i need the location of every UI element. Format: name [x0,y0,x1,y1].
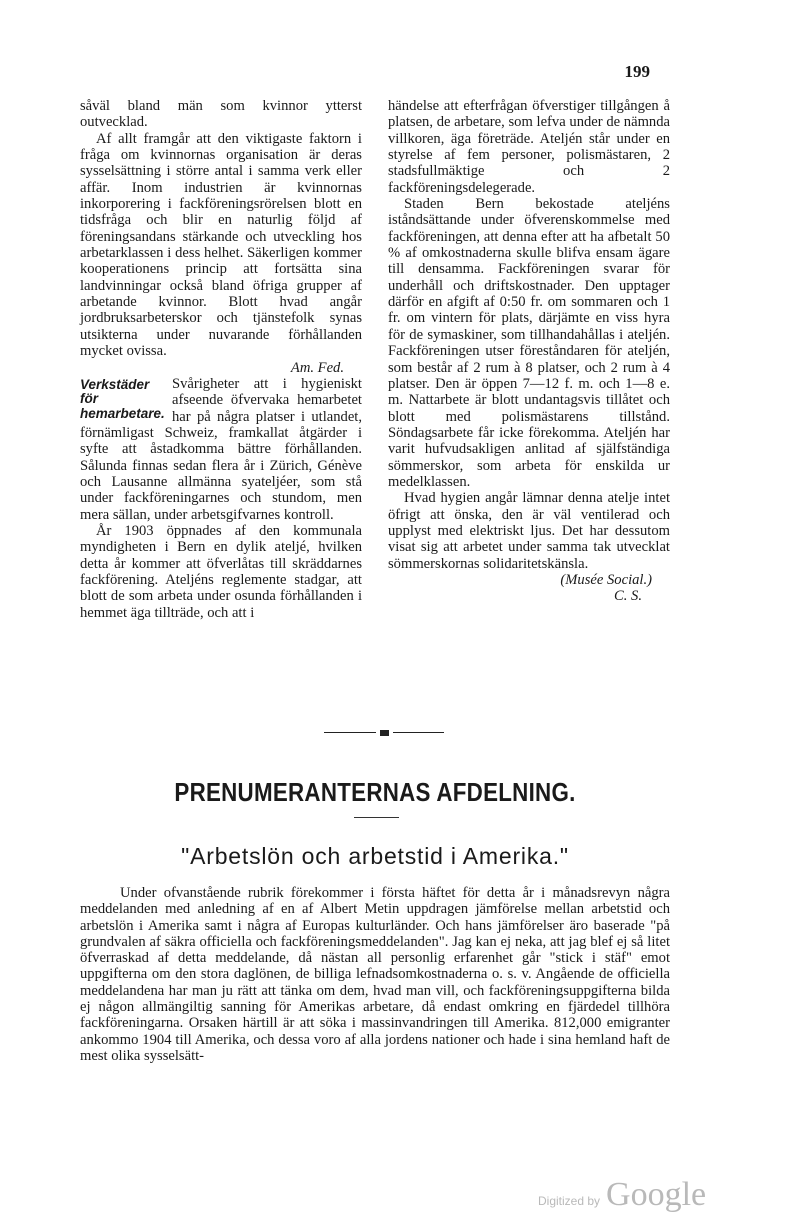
right-paragraph-2: Staden Bern bekostade ateljéns iståndsättande under öfverenskommelse med fackföreningen, att denna efter att ha afbetalt 50 % af omkostnaderna skulle blifva ensam ägare till densamma. Fackföreningen svarar för underhåll och driftskostnader. Den upptager därför en afgift af 0:50 fr. om sommaren och 1 fr. om vintern för plats, därjämte en viss hyra för de symaskiner, som tillhandahållas i ateljén. Fackföreningen utser föreståndaren för ateljén, som består af 2 rum à 8 platser, och 2 rum à 4 platser. Den är öppen 7—12 f. m. och 1—8 e. m. Nattarbete är blott undantagsvis tillåtet och blott med polismästarens tillstånd. Söndagsarbete får icke förekomma. Ateljén har varit hufvudsakligen anlitad af själfständiga sömmerskor, som arbeta för enskilda ur medelklassen. [388,196,670,490]
left-paragraph-2: Af allt framgår att den viktigaste faktorn i fråga om kvinnornas organisation är deras sysselsättning i större antal i samma verk eller affär. Inom industrien är kvinnornas inkorporering i fackföreningsrörelsen blott en tidsfråga och blir en naturlig följd af föreningsandans stärkande och utveckling hos arbetarklassen i dess helhet. Säkerligen kommer kooperationens princip att fortsätta sina landvinningar också bland öfriga grupper af arbetande kvinnor. Blott hvad angår jordbruksarbeterskor och tjänstefolk synas utsikterna under nuvarande förhållanden mycket ovissa. [80,130,362,360]
signature: C. S. [614,588,642,605]
page-number: 199 [624,62,650,81]
right-column [388,98,670,605]
left-paragraph-3: Svårigheter att i hygieniskt afseende öfvervaka hemarbetet har på några platser i utlandet, förnämligast Schweiz, framkallat åtgärder i syfte att åstadkomma bättre förhållanden. Sålunda finnas sedan flera år i Zürich, Génève och Lausanne allmänna syateljéer, som stå under fackföreningarnes och stundom, men mera sällan, under arbetsgifvarnes kontroll. [80,375,362,523]
source-am-fed: Am. Fed. [290,359,344,376]
google-logo: Google [606,1176,707,1213]
right-paragraph-3: Hvad hygien angår lämnar denna atelje intet öfrigt att önska, den är väl ventilerad och upplyst med elektriskt ljus. Det har dessutom visat sig att arbetet under samma tak utvecklat sömmerskornas solidaritetskänsla. [388,490,670,572]
left-column [80,98,362,621]
section-title: PRENUMERANTERNAS AFDELNING. [174,777,576,807]
source-musee-social: (Musée Social.) [560,571,652,588]
left-paragraph-1: såväl bland män som kvinnor ytterst outvecklad. [80,98,362,131]
left-paragraph-4: År 1903 öppnades af den kommunala myndigheten i Bern en dylik ateljé, hvilken detta år kommer att öfverlåtas till skräddarnes fackförening. Ateljéns reglemente stadgar, att blott de som arbeta under osunda förhållanden i hemmet äga tillträde, och att i [80,522,362,621]
article-paragraph: Under ofvanstående rubrik förekommer i första häftet för detta år i månadsrevyn några meddelanden med anledning af en af Albert Metin uppdragen jämförelse mellan arbetstid och arbetslön i Amerika samt i några af Europas kulturländer. Och hans jämförelser äro baserade "på grundvalen af säkra officiella och fackföreningsmeddelanden". Jag kan ej neka, att jag blef ej så litet öfverraskad af detta meddelande, då nästan all personlig erfarenhet går "stick i stäf" emot uppgifterna om den stora daglönen, de billiga lefnadsomkostnaderna o. s. v. Angående de officiella meddelandena har man ju rätt att tänka om dem, hvad man vill, och fackföreningsuppgifterna bilda ej någon allmängiltig sanning för Amerikas arbetare, då endast omkring en fjärdedel tillhöra fackföreningarna. Orsaken härtill är att söka i massinvandringen till Amerika. 812,000 emigranter ankommo 1904 till Amerika, och dessa voro af alla jordens nationer och hade i sina hemland haft de mest olika sysselsätt- [80,885,670,1064]
title-divider [354,817,399,818]
side-heading: Verkstäder för hemarbetare. [80,376,165,421]
article-title: "Arbetslön och arbetstid i Amerika." [181,843,569,869]
watermark-prefix: Digitized by [538,1194,601,1208]
right-paragraph-1: händelse att efterfrågan öfverstiger tillgången å platsen, de arbetare, som lefva under de nämnda villkoren, äga företräde. Ateljén står under en styrelse af fem personer, polismästaren, 2 stadsfullmäktige och 2 fackföreningsdelegerade. [388,98,670,196]
section-ornament [324,730,444,736]
article-body [80,885,670,1064]
digitized-by-google-watermark [538,1176,706,1214]
